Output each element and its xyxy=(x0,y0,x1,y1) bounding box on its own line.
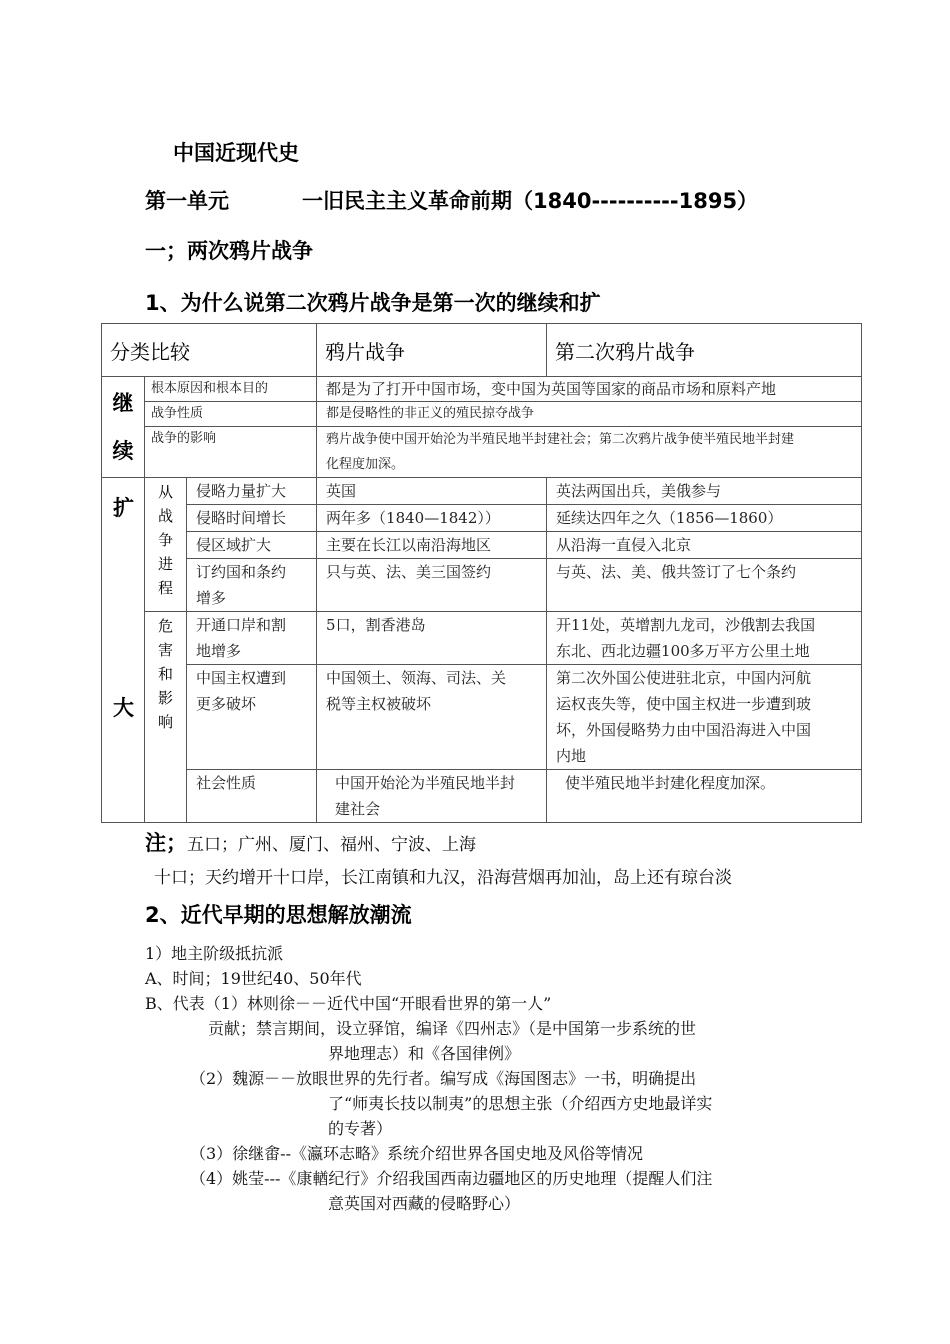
table-row xyxy=(102,612,862,665)
row-second: 英法两国出兵，美俄参与 xyxy=(547,478,862,505)
row-second: 第二次外国公使进驻北京，中国内河航 运权丧失等，使中国主权进一步遭到玻 坏，外国侵略势力由中国沿海进入中国 内地 xyxy=(547,665,862,770)
unit-title: 一旧民主主义革命前期（1840----------1895） xyxy=(302,189,759,213)
row-second: 使半殖民地半封建化程度加深。 xyxy=(547,770,862,823)
unit-label: 第一单元 xyxy=(145,189,229,213)
continue-label: 继 续 xyxy=(102,377,145,478)
table-header-row xyxy=(102,324,862,377)
comparison-table xyxy=(101,323,862,823)
table-row xyxy=(102,665,862,770)
question-heading: 1、为什么说第二次鸦片战争是第一次的继续和扩 xyxy=(145,291,601,315)
row-item: 订约国和条约 增多 xyxy=(187,559,317,612)
note-line-1: 注；五口；广州、厦门、福州、宁波、上海 xyxy=(145,831,476,855)
row-first: 主要在长江以南沿海地区 xyxy=(317,532,547,559)
impact-label: 危 害 和 影 响 xyxy=(145,612,187,823)
body-line: 了“师夷长技以制夷”的思想主张（介绍西方史地最详实 xyxy=(328,1094,713,1113)
row-item: 中国主权遭到 更多破坏 xyxy=(187,665,317,770)
row-second: 与英、法、美、俄共签订了七个条约 xyxy=(547,559,862,612)
table-row xyxy=(102,559,862,612)
page-title: 中国近现代史 xyxy=(173,141,299,165)
body-line: 的专著） xyxy=(328,1119,393,1138)
row-label: 战争性质 xyxy=(145,402,317,427)
row-second: 延续达四年之久（1856—1860） xyxy=(547,505,862,532)
process-label: 从 战 争 进 程 xyxy=(145,478,187,612)
row-item: 开通口岸和割 地增多 xyxy=(187,612,317,665)
row-second: 开11处，英增割九龙司，沙俄割去我国 东北、西北边疆100多万平方公里土地 xyxy=(547,612,862,665)
row-first: 中国开始沦为半殖民地半封 建社会 xyxy=(317,770,547,823)
body-line: 贡献；禁言期间，设立驿馆，编译《四州志》（是中国第一步系统的世 xyxy=(208,1019,697,1038)
header-second-war: 第二次鸦片战争 xyxy=(547,324,862,377)
row-first: 中国领土、领海、司法、关 税等主权被破坏 xyxy=(317,665,547,770)
body-line: （3）徐继畬--《瀛环志略》系统介绍世界各国史地及风俗等情况 xyxy=(190,1144,643,1163)
body-line: 1）地主阶级抵抗派 xyxy=(145,944,284,963)
row-first: 英国 xyxy=(317,478,547,505)
table-row xyxy=(102,402,862,427)
header-first-war: 鸦片战争 xyxy=(317,324,547,377)
table-row xyxy=(102,505,862,532)
header-category: 分类比较 xyxy=(102,324,317,377)
note-line-2: 十口；天约增开十口岸，长江南镇和九汉，沿海营烟再加汕，岛上还有琼台淡 xyxy=(154,868,732,888)
row-value: 鸦片战争使中国开始沦为半殖民地半封建社会；第二次鸦片战争使半殖民地半封建 化程度加深。 xyxy=(317,427,862,478)
body-line: （4）姚莹---《康輶纪行》介绍我国西南边疆地区的历史地理（提醒人们注 xyxy=(190,1169,713,1188)
row-item: 社会性质 xyxy=(187,770,317,823)
body-line: B、代表（1）林则徐－－近代中国“开眼看世界的第一人” xyxy=(145,994,552,1013)
table-row xyxy=(102,532,862,559)
row-value: 都是为了打开中国市场，变中国为英国等国家的商品市场和原料产地 xyxy=(317,377,862,402)
row-label: 根本原因和根本目的 xyxy=(145,377,317,402)
body-line: A、时间；19世纪40、50年代 xyxy=(145,969,362,988)
row-value: 都是侵略性的非正义的殖民掠夺战争 xyxy=(317,402,862,427)
note-label: 注； xyxy=(145,831,187,855)
row-item: 侵略力量扩大 xyxy=(187,478,317,505)
section-heading: 一；两次鸦片战争 xyxy=(145,239,313,263)
row-first: 5口，割香港岛 xyxy=(317,612,547,665)
row-label: 战争的影响 xyxy=(145,427,317,478)
row-first: 只与英、法、美三国签约 xyxy=(317,559,547,612)
body-line: 意英国对西藏的侵略野心） xyxy=(328,1194,521,1213)
row-first: 两年多（1840—1842）） xyxy=(317,505,547,532)
section-2-heading: 2、近代早期的思想解放潮流 xyxy=(145,903,412,927)
table-row xyxy=(102,377,862,402)
expand-label: 扩 大 xyxy=(102,478,145,823)
table-row xyxy=(102,770,862,823)
table-row xyxy=(102,478,862,505)
row-item: 侵区域扩大 xyxy=(187,532,317,559)
body-line: （2）魏源－－放眼世界的先行者。编写成《海国图志》一书，明确提出 xyxy=(190,1069,697,1088)
row-second: 从沿海一直侵入北京 xyxy=(547,532,862,559)
body-line: 界地理志）和《各国律例》 xyxy=(328,1044,521,1063)
table-row xyxy=(102,427,862,478)
row-item: 侵略时间增长 xyxy=(187,505,317,532)
